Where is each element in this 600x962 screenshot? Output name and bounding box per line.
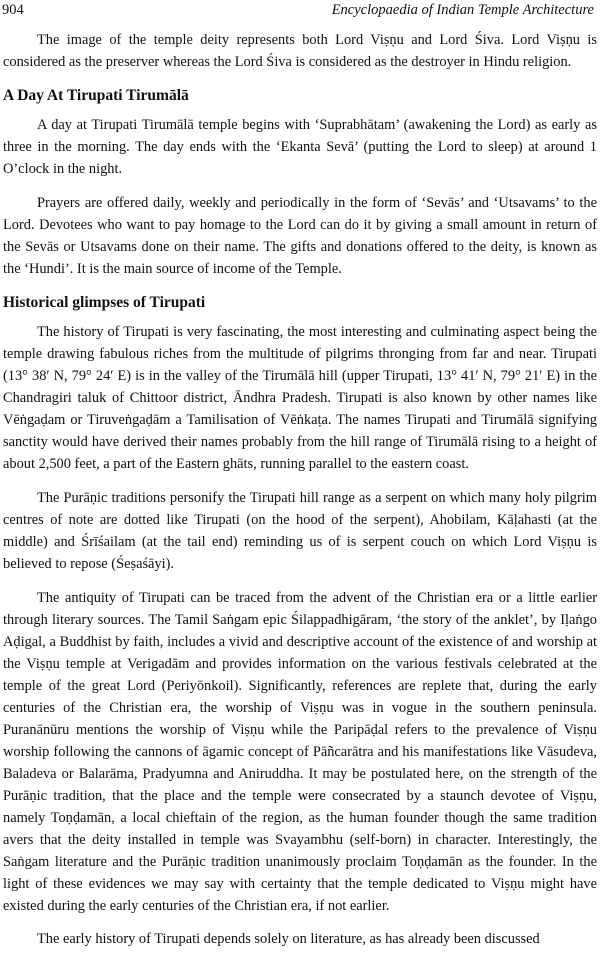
page-body <box>3 29 597 962</box>
page-number: 904 <box>2 2 24 18</box>
running-title: Encyclopaedia of Indian Temple Architecture <box>331 2 594 18</box>
paragraph-history: The history of Tirupati is very fascinating, the most interesting and culminating aspect being the temple drawing fabulous riches from the multitude of pilgrims thronging from far and near. Tirupati (13° 38′ N, 79° 24′ E) is in the valley of the Tirumālā hill (upper Tirupati, 13° 41′ N, 79° 21′ E) in the Chandragiri taluk of Chittoor district, Āndhra Pradesh. Tirupati is also known by other names like Vēṅgaḍam or Tiruveṅgaḍām a Tamilisation of Vēṅkaṭa. The names Tirupati and Tirumālā signifying sanctity would have derived their names probably from the hill range of Tirumālā rising to a height of about 2,500 feet, a part of the Eastern ghāts, running parallel to the eastern coast. <box>3 324 597 472</box>
heading-historical-glimpses: Historical glimpses of Tirupati <box>3 294 206 311</box>
heading-day-at-tirupati: A Day At Tirupati Tirumālā <box>3 87 189 104</box>
paragraph-early-history: The early history of Tirupati depends solely on literature, as has already been discussed <box>37 931 540 947</box>
paragraph-puranic: The Purāṇic traditions personify the Tirupati hill range as a serpent on which many holy pilgrim centres of note are dotted like Tirupati (on the hood of the serpent), Ahobilam, Kāḷahasti (at the middle) and Śrīśailam (at the tail end) reminding us of is serpent couch on which Lord Viṣṇu is believed to repose (Śeṣaśāyi). <box>3 490 597 572</box>
paragraph-day: A day at Tirupati Tirumālā temple begins with ‘Suprabhātam’ (awakening the Lord) as early as three in the morning. The day ends with the ‘Ekanta Sevā’ (putting the Lord to sleep) at around 1 O’clock in the night. <box>3 117 597 177</box>
paragraph-prayers: Prayers are offered daily, weekly and periodically in the form of ‘Sevās’ and ‘Utsavams’ to the Lord. Devotees who want to pay homage to the Lord can do it by giving a small amount in return of the Sevās or Utsavams done on their name. The gifts and donations offered to the deity, is known as the ‘Hundi’. It is the main source of income of the Temple. <box>3 195 597 277</box>
paragraph-antiquity: The antiquity of Tirupati can be traced from the advent of the Christian era or a little earlier through literary sources. The Tamil Saṅgam epic Śilappadhigāram, ‘the story of the anklet’, by Iḷaṅgo Aḍigal, a Buddhist by faith, includes a vivid and descriptive account of the existence of and worship at the Viṣṇu temple at Verigadām and provides information on the various festivals celebrated at the temple of the great Lord (Periyōnkoil). Significantly, references are replete that, during the early centuries of the Christian era, the worship of Viṣṇu was in vogue in the southern peninsula. Puranānūru mentions the worship of Viṣṇu while the Paripāḍal refers to the prevalence of Viṣṇu worship following the cannons of āgamic concept of Pāñcarātra and his manifestations like Vāsudeva, Baladeva or Balarāma, Pradyumna and Aniruddha. It may be postulated here, on the strength of the Purāṇic tradition, that the place and the temple were consecrated by a staunch devotee of Viṣṇu, namely Toṇḍamān, a local chieftain of the region, as the human founder though the same tradition avers that the deity installed in temple was Svayambhu (self-born) in character. Interestingly, the Saṅgam literature and the Purāṇic tradition unanimously proclaim Toṇḍamān as the founder. In the light of these evidences we may say with certainty that the temple dedicated to Viṣṇu might have existed during the early centuries of the Christian era, if not earlier. <box>3 590 597 914</box>
paragraph-deity: The image of the temple deity represents both Lord Viṣṇu and Lord Śiva. Lord Viṣṇu is considered as the preserver whereas the Lord Śiva is considered as the destroyer in Hindu religion. <box>3 32 597 70</box>
running-header <box>0 0 600 18</box>
